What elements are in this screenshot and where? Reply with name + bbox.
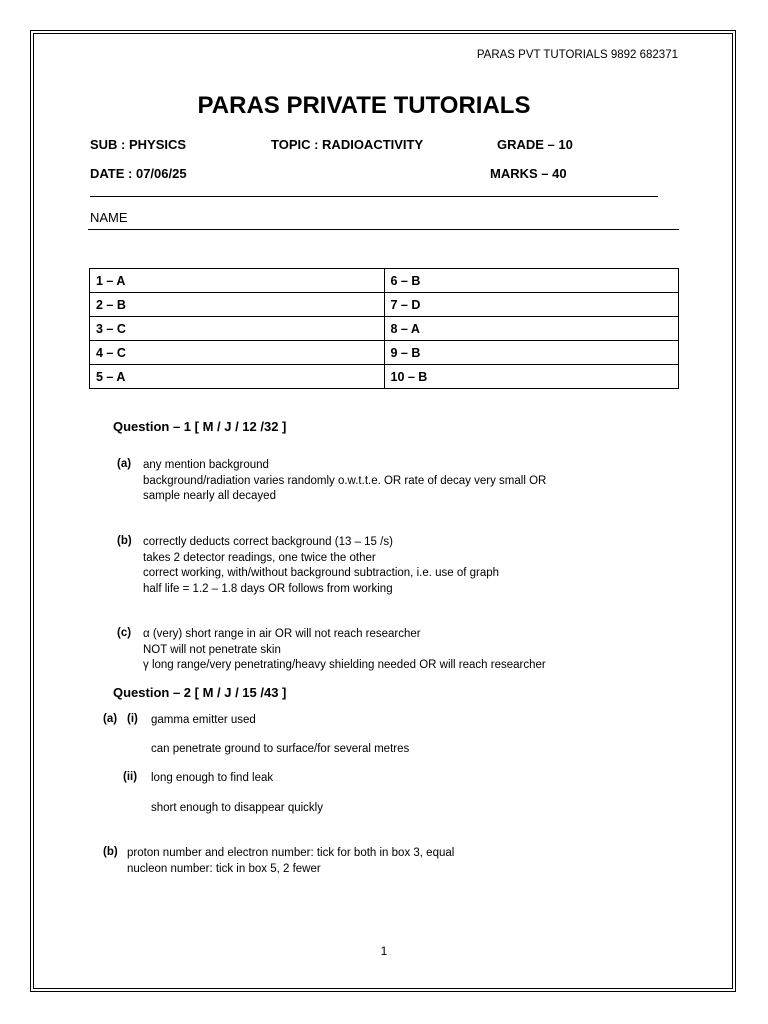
marks-label: MARKS – 40 (490, 166, 567, 181)
q1-part-c-text (143, 627, 546, 674)
answer-cell: 7 – D (384, 293, 679, 317)
answer-cell: 4 – C (90, 341, 385, 365)
table-row (90, 269, 679, 293)
q2-part-a-i-label: (i) (127, 713, 138, 725)
table-row (90, 317, 679, 341)
topic-label: TOPIC : RADIOACTIVITY (271, 137, 424, 152)
q2-a-ii-line-1: long enough to find leak (151, 772, 274, 784)
text-line: NOT will not penetrate skin (143, 643, 281, 656)
text-line: proton number and electron number: tick for both in box 3, equal (127, 847, 455, 859)
answer-cell: 3 – C (90, 317, 385, 341)
text-line: α (very) short range in air OR will not reach researcher (143, 628, 421, 640)
date-label: DATE : 07/06/25 (90, 166, 187, 181)
q2-a-i-line-2: can penetrate ground to surface/for several metres (151, 743, 410, 755)
text-line: sample nearly all decayed (143, 490, 276, 502)
text-line: correctly deducts correct background (13 – 15 /s) (143, 536, 393, 548)
answer-key-table (89, 268, 679, 389)
text-line: background/radiation varies randomly o.w.t.t.e. OR rate of decay very small OR (143, 474, 547, 487)
text-line: nucleon number: tick in box 5, 2 fewer (127, 862, 321, 875)
q1-part-b-text (143, 535, 499, 597)
name-label: NAME (90, 210, 128, 225)
q2-part-b-label: (b) (103, 846, 118, 858)
q1-part-b-label: (b) (117, 535, 132, 547)
q1-part-a-label: (a) (117, 458, 132, 470)
q1-part-a-text (143, 458, 546, 505)
answer-cell: 10 – B (384, 365, 679, 389)
text-line: half life = 1.2 – 1.8 days OR follows from working (143, 582, 393, 595)
answer-cell: 8 – A (384, 317, 679, 341)
table-row (90, 341, 679, 365)
name-line (88, 229, 679, 230)
q2-part-a-ii-label: (ii) (123, 771, 138, 783)
q1-part-c-label: (c) (117, 627, 132, 639)
answer-cell: 2 – B (90, 293, 385, 317)
q2-part-b-text (127, 846, 454, 877)
table-row (90, 365, 679, 389)
q2-a-i-line-1: gamma emitter used (151, 714, 256, 726)
page-number: 1 (380, 944, 388, 958)
text-line: takes 2 detector readings, one twice the other (143, 551, 376, 564)
header-divider (90, 196, 658, 197)
table-row (90, 293, 679, 317)
q2-a-ii-line-2: short enough to disappear quickly (151, 802, 323, 814)
page-title: PARAS PRIVATE TUTORIALS (197, 92, 531, 119)
grade-label: GRADE – 10 (497, 137, 573, 152)
answer-cell: 5 – A (90, 365, 385, 389)
answer-cell: 6 – B (384, 269, 679, 293)
text-line: γ long range/very penetrating/heavy shielding needed OR will reach researcher (143, 659, 546, 671)
question-1-heading: Question – 1 [ M / J / 12 /32 ] (113, 419, 287, 434)
answer-cell: 9 – B (384, 341, 679, 365)
question-2-heading: Question – 2 [ M / J / 15 /43 ] (113, 685, 287, 700)
tutor-contact: PARAS PVT TUTORIALS 9892 682371 (476, 49, 678, 61)
text-line: correct working, with/without background subtraction, i.e. use of graph (143, 567, 500, 579)
subject-label: SUB : PHYSICS (90, 137, 187, 152)
q2-part-a-label: (a) (103, 713, 118, 725)
text-line: any mention background (143, 459, 269, 471)
answer-cell: 1 – A (90, 269, 385, 293)
